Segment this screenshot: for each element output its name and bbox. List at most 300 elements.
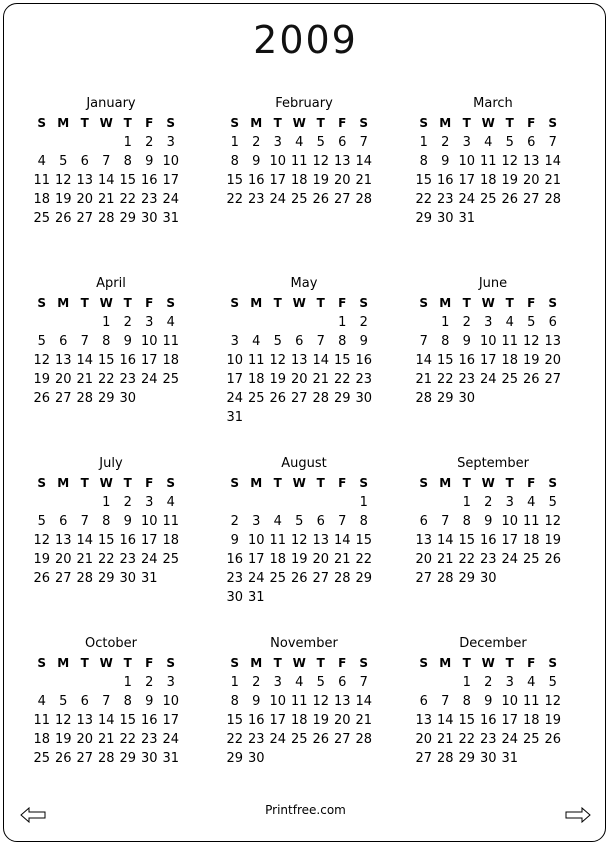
day-cell: 21 [76,552,94,567]
day-cell: 31 [458,211,476,226]
weekday-label: T [316,656,325,670]
day-cell: 21 [312,372,330,387]
day-cell: 10 [140,514,158,529]
day-cell: 2 [123,315,132,330]
weekday-label: M [250,116,263,130]
day-cell: 28 [355,192,373,207]
day-cell: 20 [333,713,351,728]
day-cell: 29 [119,211,137,226]
day-cell: 14 [97,713,115,728]
day-cell: 5 [37,514,46,529]
day-cell: 17 [162,173,180,188]
day-cell: 25 [162,372,180,387]
weekday-label: F [338,116,347,130]
day-cell: 7 [359,675,368,690]
day-cell: 10 [479,334,497,349]
empty-day-cell [74,673,96,692]
weekday-label: S [419,296,429,310]
day-cell: 11 [479,154,497,169]
day-cell: 18 [479,173,497,188]
day-cell: 12 [544,514,562,529]
day-cell: 12 [290,533,308,548]
day-cell: 22 [97,552,115,567]
day-cell: 19 [54,732,72,747]
empty-day-cell [74,133,96,152]
weekday-label: T [123,116,132,130]
day-cell: 6 [316,514,325,529]
day-cell: 16 [479,533,497,548]
weekday-label: S [230,476,240,490]
month-days-grid [224,114,385,209]
day-cell: 7 [338,514,347,529]
day-cell: 19 [290,552,308,567]
month-name: October [84,636,138,651]
day-cell: 19 [522,353,540,368]
month-june [412,276,574,408]
weekday-label: F [527,476,536,490]
weekday-label: W [292,656,306,670]
day-cell: 17 [162,713,180,728]
weekday-label: F [145,656,154,670]
empty-day-cell [435,673,457,692]
day-cell: 26 [54,211,72,226]
weekday-label: T [462,476,471,490]
day-cell: 16 [436,173,454,188]
month-days-grid [413,474,574,588]
day-cell: 17 [458,173,476,188]
day-cell: 24 [458,192,476,207]
day-cell: 20 [522,173,540,188]
weekday-label: S [548,656,558,670]
weekday-label: S [359,296,369,310]
day-cell: 3 [484,315,493,330]
day-cell: 3 [273,675,282,690]
day-cell: 5 [295,514,304,529]
day-cell: 25 [33,751,51,766]
weekday-label: T [80,296,89,310]
day-cell: 17 [247,552,265,567]
day-cell: 4 [37,694,46,709]
day-cell: 25 [247,391,265,406]
month-name: March [473,96,513,111]
day-cell: 18 [162,353,180,368]
day-cell: 5 [59,694,68,709]
day-cell: 3 [505,495,514,510]
empty-day-cell [74,313,96,332]
day-cell: 25 [501,372,519,387]
weekday-label: S [548,476,558,490]
weekday-label: S [230,656,240,670]
day-cell: 2 [252,135,261,150]
day-cell: 21 [97,192,115,207]
day-cell: 9 [462,334,471,349]
day-cell: 24 [479,372,497,387]
day-cell: 27 [333,732,351,747]
weekday-label: W [292,116,306,130]
day-cell: 3 [145,495,154,510]
day-cell: 1 [102,315,111,330]
day-cell: 22 [436,372,454,387]
day-cell: 3 [252,514,261,529]
day-cell: 27 [522,192,540,207]
day-cell: 22 [226,732,244,747]
day-cell: 24 [162,732,180,747]
weekday-label: S [37,656,47,670]
day-cell: 15 [436,353,454,368]
day-cell: 19 [269,372,287,387]
empty-day-cell [267,313,289,332]
day-cell: 27 [415,751,433,766]
day-cell: 4 [295,135,304,150]
day-cell: 5 [548,495,557,510]
day-cell: 5 [548,675,557,690]
day-cell: 17 [140,533,158,548]
day-cell: 22 [355,552,373,567]
day-cell: 2 [359,315,368,330]
day-cell: 11 [162,514,180,529]
day-cell: 27 [312,571,330,586]
day-cell: 21 [76,372,94,387]
year-title: 2009 [253,18,358,62]
day-cell: 6 [59,334,68,349]
weekday-label: T [462,296,471,310]
weekday-label: M [250,296,263,310]
day-cell: 16 [247,713,265,728]
day-cell: 16 [119,353,137,368]
day-cell: 20 [333,173,351,188]
weekday-label: W [481,116,495,130]
day-cell: 15 [355,533,373,548]
day-cell: 23 [247,192,265,207]
day-cell: 10 [226,353,244,368]
weekday-label: M [57,116,70,130]
day-cell: 24 [140,552,158,567]
weekday-label: F [527,656,536,670]
day-cell: 16 [355,353,373,368]
day-cell: 31 [247,590,265,605]
day-cell: 1 [102,495,111,510]
month-days-grid [31,654,192,768]
day-cell: 27 [333,192,351,207]
weekday-label: M [250,656,263,670]
day-cell: 6 [80,154,89,169]
day-cell: 2 [441,135,450,150]
day-cell: 28 [76,571,94,586]
day-cell: 27 [76,751,94,766]
day-cell: 4 [166,495,175,510]
day-cell: 12 [544,694,562,709]
day-cell: 25 [162,552,180,567]
day-cell: 10 [458,154,476,169]
day-cell: 1 [462,495,471,510]
day-cell: 31 [501,751,519,766]
weekday-label: F [338,476,347,490]
day-cell: 17 [269,173,287,188]
weekday-label: F [338,656,347,670]
day-cell: 23 [436,192,454,207]
day-cell: 3 [462,135,471,150]
weekday-label: S [37,296,47,310]
day-cell: 21 [97,732,115,747]
day-cell: 18 [33,732,51,747]
weekday-label: W [481,296,495,310]
day-cell: 7 [102,694,111,709]
day-cell: 9 [484,694,493,709]
day-cell: 22 [119,192,137,207]
day-cell: 2 [230,514,239,529]
day-cell: 12 [54,173,72,188]
day-cell: 23 [140,732,158,747]
month-days-grid [224,294,385,427]
day-cell: 13 [76,713,94,728]
day-cell: 15 [226,173,244,188]
empty-day-cell [332,493,354,512]
month-days-grid [413,654,574,768]
day-cell: 6 [338,135,347,150]
day-cell: 28 [436,751,454,766]
weekday-label: T [273,656,282,670]
day-cell: 14 [355,154,373,169]
day-cell: 1 [123,135,132,150]
day-cell: 28 [333,571,351,586]
month-october [30,636,192,768]
weekday-label: W [99,116,113,130]
weekday-label: S [166,116,176,130]
day-cell: 6 [527,135,536,150]
day-cell: 12 [33,533,51,548]
day-cell: 27 [54,571,72,586]
day-cell: 1 [123,675,132,690]
day-cell: 30 [140,211,158,226]
month-name: May [290,276,318,291]
weekday-label: S [359,116,369,130]
day-cell: 20 [415,732,433,747]
weekday-label: F [527,296,536,310]
day-cell: 11 [501,334,519,349]
day-cell: 11 [522,514,540,529]
day-cell: 8 [338,334,347,349]
day-cell: 10 [501,694,519,709]
day-cell: 11 [162,334,180,349]
day-cell: 8 [123,154,132,169]
day-cell: 16 [119,533,137,548]
day-cell: 8 [102,334,111,349]
day-cell: 14 [76,533,94,548]
day-cell: 8 [462,694,471,709]
day-cell: 10 [269,154,287,169]
day-cell: 27 [76,211,94,226]
day-cell: 18 [290,173,308,188]
day-cell: 23 [458,372,476,387]
day-cell: 14 [312,353,330,368]
day-cell: 7 [80,514,89,529]
day-cell: 27 [290,391,308,406]
day-cell: 17 [479,353,497,368]
empty-day-cell [96,133,118,152]
weekday-label: F [338,296,347,310]
weekday-label: T [505,296,514,310]
day-cell: 17 [226,372,244,387]
day-cell: 30 [226,590,244,605]
right-arrow-icon[interactable] [565,807,591,823]
month-april [30,276,192,408]
day-cell: 11 [33,173,51,188]
day-cell: 2 [462,315,471,330]
day-cell: 22 [226,192,244,207]
day-cell: 14 [333,533,351,548]
day-cell: 9 [441,154,450,169]
day-cell: 13 [522,154,540,169]
day-cell: 7 [419,334,428,349]
day-cell: 26 [33,571,51,586]
day-cell: 7 [441,694,450,709]
day-cell: 10 [247,533,265,548]
day-cell: 20 [544,353,562,368]
day-cell: 29 [226,751,244,766]
month-days-grid [31,114,192,228]
day-cell: 18 [522,713,540,728]
day-cell: 21 [436,732,454,747]
day-cell: 19 [33,552,51,567]
day-cell: 10 [140,334,158,349]
day-cell: 1 [462,675,471,690]
day-cell: 24 [269,192,287,207]
day-cell: 6 [419,694,428,709]
day-cell: 15 [119,173,137,188]
weekday-label: T [462,116,471,130]
month-name: April [96,276,126,291]
empty-day-cell [435,493,457,512]
day-cell: 15 [226,713,244,728]
day-cell: 12 [312,154,330,169]
day-cell: 18 [162,533,180,548]
month-november [223,636,385,768]
day-cell: 23 [119,372,137,387]
weekday-label: T [316,476,325,490]
day-cell: 30 [436,211,454,226]
day-cell: 1 [419,135,428,150]
weekday-label: W [292,476,306,490]
weekday-label: W [99,476,113,490]
day-cell: 1 [338,315,347,330]
weekday-label: S [166,656,176,670]
day-cell: 24 [269,732,287,747]
day-cell: 9 [484,514,493,529]
weekday-label: S [166,296,176,310]
day-cell: 19 [544,713,562,728]
day-cell: 13 [544,334,562,349]
day-cell: 29 [355,571,373,586]
empty-day-cell [413,493,435,512]
day-cell: 24 [140,372,158,387]
day-cell: 20 [312,552,330,567]
day-cell: 9 [252,154,261,169]
month-may [223,276,385,427]
weekday-label: W [292,296,306,310]
day-cell: 11 [290,694,308,709]
day-cell: 23 [479,552,497,567]
day-cell: 26 [522,372,540,387]
day-cell: 14 [436,713,454,728]
day-cell: 20 [76,732,94,747]
day-cell: 4 [273,514,282,529]
day-cell: 30 [247,751,265,766]
day-cell: 4 [527,675,536,690]
month-name: August [281,456,327,471]
day-cell: 2 [252,675,261,690]
day-cell: 4 [166,315,175,330]
day-cell: 1 [230,675,239,690]
day-cell: 31 [162,211,180,226]
day-cell: 2 [123,495,132,510]
day-cell: 8 [230,154,239,169]
weekday-label: T [462,656,471,670]
month-february [223,96,385,209]
day-cell: 9 [252,694,261,709]
empty-day-cell [224,313,246,332]
month-days-grid [224,654,385,768]
weekday-label: M [57,476,70,490]
day-cell: 8 [359,514,368,529]
weekday-label: T [505,656,514,670]
day-cell: 26 [269,391,287,406]
day-cell: 10 [269,694,287,709]
day-cell: 5 [59,154,68,169]
weekday-label: S [166,476,176,490]
empty-day-cell [31,313,53,332]
day-cell: 7 [359,135,368,150]
day-cell: 13 [312,533,330,548]
day-cell: 27 [54,391,72,406]
day-cell: 4 [527,495,536,510]
weekday-label: T [273,476,282,490]
empty-day-cell [96,673,118,692]
empty-day-cell [53,133,75,152]
day-cell: 31 [162,751,180,766]
weekday-label: T [316,296,325,310]
day-cell: 23 [226,571,244,586]
weekday-label: S [419,476,429,490]
day-cell: 14 [544,154,562,169]
day-cell: 15 [458,713,476,728]
day-cell: 22 [119,732,137,747]
day-cell: 2 [145,675,154,690]
day-cell: 29 [119,751,137,766]
day-cell: 4 [252,334,261,349]
month-days-grid [31,294,192,408]
month-name: November [270,636,338,651]
weekday-label: S [419,656,429,670]
month-name: June [478,276,508,291]
day-cell: 5 [273,334,282,349]
weekday-label: F [145,296,154,310]
day-cell: 23 [247,732,265,747]
day-cell: 20 [76,192,94,207]
day-cell: 22 [458,552,476,567]
month-name: July [99,456,123,471]
day-cell: 14 [97,173,115,188]
day-cell: 5 [505,135,514,150]
footer-site[interactable]: Printfree.com [265,803,346,817]
day-cell: 24 [226,391,244,406]
day-cell: 6 [80,694,89,709]
day-cell: 25 [269,571,287,586]
day-cell: 16 [458,353,476,368]
month-name: September [457,456,529,471]
weekday-label: T [123,296,132,310]
day-cell: 7 [316,334,325,349]
day-cell: 10 [501,514,519,529]
